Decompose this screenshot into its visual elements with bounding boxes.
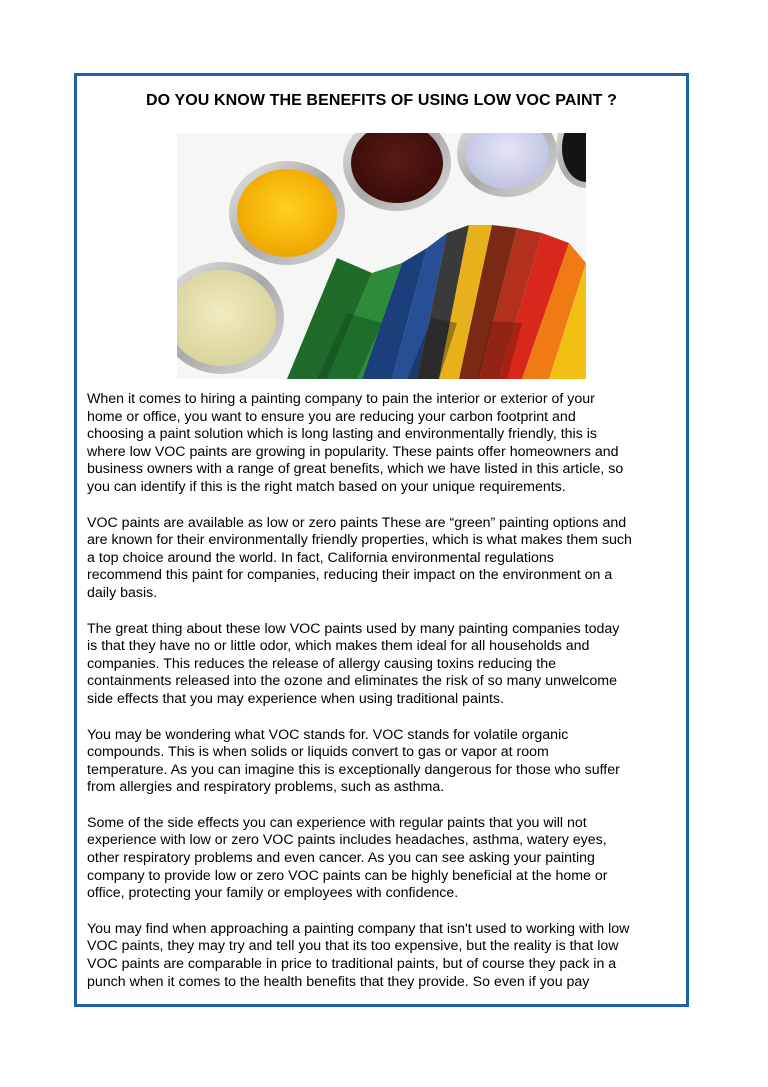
text-line: VOC paints, they may try and tell you that its too expensive, but the reality is that low xyxy=(87,938,619,955)
paint-cans-image xyxy=(177,133,586,379)
text-line: home or office, you want to ensure you are reducing your carbon footprint and xyxy=(87,408,576,425)
text-line: companies. This reduces the release of allergy causing toxins reducing the xyxy=(87,655,556,672)
paragraph-4 xyxy=(87,727,687,797)
text-line: other respiratory problems and even cancer. As you can see asking your painting xyxy=(87,850,595,867)
text-line: side effects that you may experience when using traditional paints. xyxy=(87,690,504,707)
paint-cans-with-color-swatch-fan-icon xyxy=(177,133,586,379)
text-line: experience with low or zero VOC paints includes headaches, asthma, watery eyes, xyxy=(87,832,607,849)
text-line: You may find when approaching a painting company that isn't used to working with low xyxy=(87,920,630,937)
text-line: The great thing about these low VOC paints used by many painting companies today xyxy=(87,620,620,637)
paragraph-1 xyxy=(87,391,687,497)
document-title: DO YOU KNOW THE BENEFITS OF USING LOW VOC PAINT ? xyxy=(146,92,617,109)
text-line: recommend this paint for companies, reducing their impact on the environment on a xyxy=(87,567,613,584)
text-line: are known for their environmentally friendly properties, which is what makes them such xyxy=(87,532,632,549)
text-line: VOC paints are comparable in price to traditional paints, but of course they pack in a xyxy=(87,956,617,973)
text-line: When it comes to hiring a painting company to pain the interior or exterior of your xyxy=(87,391,595,407)
text-line: daily basis. xyxy=(87,584,158,601)
text-line: company to provide low or zero VOC paints can be highly beneficial at the home or xyxy=(87,867,608,884)
paragraph-2 xyxy=(87,515,687,603)
text-line: punch when it comes to the health benefits that they provide. So even if you pay xyxy=(87,973,590,990)
paragraph-5 xyxy=(87,815,687,903)
text-line: containments released into the ozone and eliminates the risk of so many unwelcome xyxy=(87,673,617,690)
text-line: business owners with a range of great benefits, which we have listed in this article, so xyxy=(87,461,624,478)
document-frame xyxy=(74,73,689,1007)
text-line: Some of the side effects you can experience with regular paints that you will not xyxy=(87,814,587,831)
text-line: office, protecting your family or employees with confidence. xyxy=(87,885,459,902)
text-line: a top choice around the world. In fact, California environmental regulations xyxy=(87,549,554,566)
article-body xyxy=(87,391,687,1007)
paragraph-3 xyxy=(87,621,687,709)
text-line: temperature. As you can imagine this is exceptionally dangerous for those who suffer xyxy=(87,761,620,778)
paragraph-6 xyxy=(87,921,687,991)
text-line: is that they have no or little odor, which makes them ideal for all households and xyxy=(87,638,590,655)
text-line: compounds. This is when solids or liquids convert to gas or vapor at room xyxy=(87,744,549,761)
text-line: from allergies and respiratory problems, such as asthma. xyxy=(87,779,445,796)
text-line: VOC paints are available as low or zero paints These are “green” painting options and xyxy=(87,514,627,531)
text-line: where low VOC paints are growing in popularity. These paints offer homeowners and xyxy=(87,443,619,460)
text-line: You may be wondering what VOC stands for. VOC stands for volatile organic xyxy=(87,726,569,743)
text-line: you can identify if this is the right match based on your unique requirements. xyxy=(87,478,566,495)
text-line: choosing a paint solution which is long lasting and environmentally friendly, this is xyxy=(87,426,597,443)
